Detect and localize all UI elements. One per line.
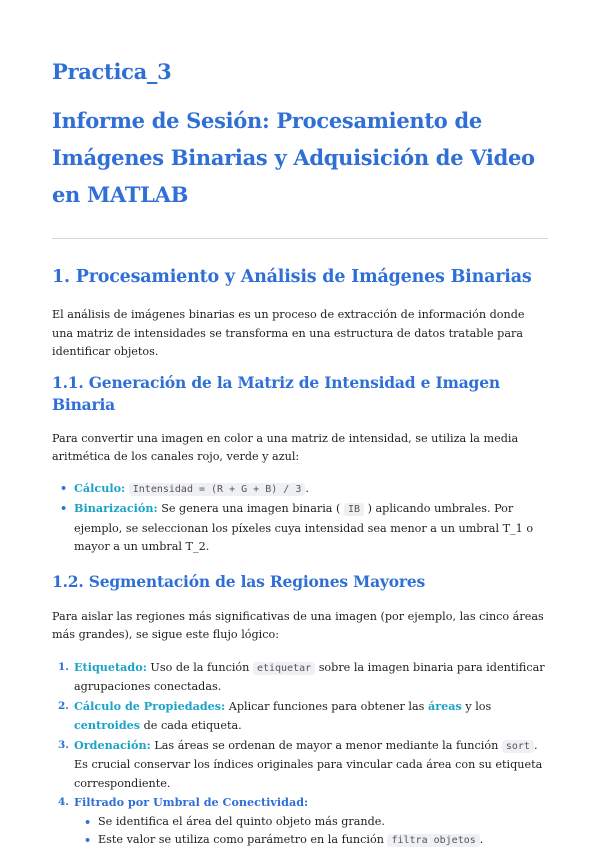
- step-number: 1.: [58, 660, 69, 673]
- sub-bullet-list: [84, 813, 548, 851]
- bullet-label: Cálculo:: [74, 480, 126, 495]
- step-text: Uso de la función: [150, 660, 250, 674]
- report-title: Informe de Sesión: Procesamiento de Imágenes Binarias y Adquisición de Video en MATLAB: [52, 108, 535, 207]
- highlight-term: centroides: [74, 718, 141, 732]
- bullet-list: [60, 479, 548, 557]
- list-item: [60, 736, 548, 794]
- bullet-text: Se identifica el área del quinto objeto más grande.: [98, 814, 385, 828]
- step-number: 2.: [58, 699, 69, 712]
- document-title: Practica_3: [52, 59, 172, 84]
- step-text: de cada etiqueta.: [143, 719, 242, 732]
- section-1-2-heading: 1.2. Segmentación de las Regiones Mayores: [52, 571, 426, 591]
- step-number: 3.: [58, 738, 69, 751]
- step-text: Aplicar funciones para obtener las: [228, 699, 425, 713]
- list-item: [60, 658, 548, 697]
- inline-code: etiquetar: [253, 662, 315, 675]
- section-1-1-heading: 1.1. Generación de la Matriz de Intensidad e Imagen Binaria: [52, 372, 500, 414]
- list-item: [84, 813, 548, 832]
- divider: [52, 238, 548, 239]
- step-label: Cálculo de Propiedades:: [74, 698, 226, 713]
- step-number: 4.: [58, 796, 69, 808]
- bullet-label: Binarización:: [74, 501, 158, 515]
- section-1-heading: 1. Procesamiento y Análisis de Imágenes Binarias: [52, 267, 532, 287]
- step-text: . Es crucial conservar los índices originales para vincular cada área con su etiqueta correspondiente.: [74, 738, 543, 790]
- numbered-list: [60, 658, 548, 851]
- step-text: sobre la imagen binaria para identificar agrupaciones conectadas.: [74, 660, 545, 693]
- section-1-1-intro: Para convertir una imagen en color a una matriz de intensidad, se utiliza la media aritmética de los canales rojo, verde y azul:: [52, 431, 519, 463]
- section-1-intro: El análisis de imágenes binarias es un proceso de extracción de información donde una matriz de intensidades se transforma en una estructura de datos tratable para identificar objetos.: [52, 308, 525, 358]
- list-item: [60, 479, 548, 500]
- inline-code: filtra objetos: [387, 834, 479, 847]
- bullet-text: Se genera una imagen binaria (: [161, 502, 341, 515]
- bullet-text: .: [305, 481, 309, 495]
- list-item: [60, 697, 548, 736]
- inline-code: sort: [502, 740, 534, 753]
- step-label: Filtrado por Umbral de Conectividad:: [74, 795, 309, 809]
- bullet-text: .: [479, 833, 484, 846]
- step-label: Ordenación:: [74, 737, 151, 752]
- list-item: [60, 793, 548, 851]
- step-label: Etiquetado:: [74, 659, 147, 674]
- list-item: [60, 499, 548, 557]
- highlight-term: áreas: [427, 698, 462, 713]
- step-text: y los: [465, 699, 492, 713]
- inline-code: Intensidad = (R + G + B) / 3: [129, 483, 306, 496]
- bullet-text: ) aplicando umbrales. Por ejemplo, se seleccionan los píxeles cuya intensidad sea menor a un umbral T_1 o mayor a un umbral T_2.: [74, 502, 534, 553]
- inline-code: IB: [344, 503, 364, 516]
- bullet-text: Este valor se utiliza como parámetro en la función: [98, 833, 384, 846]
- step-text: Las áreas se ordenan de mayor a menor mediante la función: [154, 738, 499, 752]
- section-1-2-intro: Para aislar las regiones más significativas de una imagen (por ejemplo, las cinco áreas más grandes), se sigue este flujo lógico:: [52, 609, 544, 641]
